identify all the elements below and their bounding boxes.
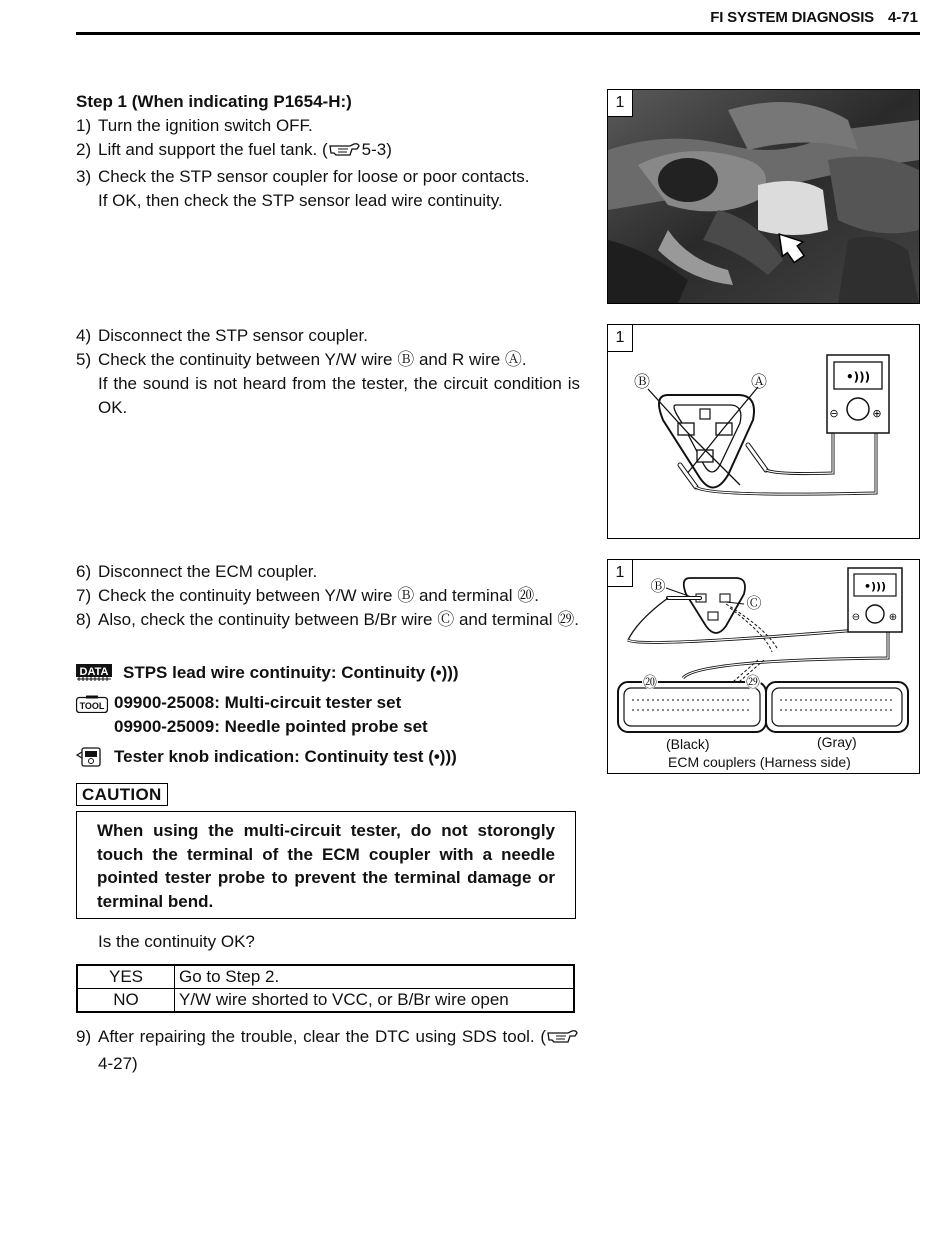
tester-spec (76, 745, 576, 771)
step-block-3 (76, 560, 580, 632)
svg-text:⊖: ⊖ (829, 407, 839, 420)
list-item: 3) Check the STP sensor coupler for loose or poor contacts. If OK, then check the STP sensor lead wire continuity. (76, 167, 530, 210)
list-item: 4) Disconnect the STP sensor coupler. (76, 326, 368, 345)
figure-photo (607, 89, 920, 304)
tool-line: 09900-25008: Multi-circuit tester set (114, 693, 402, 712)
svg-text:•))): •))) (863, 580, 887, 593)
figure-ecm-coupler (607, 559, 920, 774)
list-item: 6) Disconnect the ECM coupler. (76, 562, 318, 581)
list-item: 2) Lift and support the fuel tank. ( 5-3) (76, 138, 580, 165)
tester-spec-text: Tester knob indication: Continuity test (•))) (114, 747, 457, 766)
list-item: 5) Check the continuity between Y/W wire Ⓑ and R wire Ⓐ. If the sound is not heard from the tester, the circuit condition is OK. (76, 350, 580, 417)
svg-text:DATA: DATA (79, 666, 109, 678)
action-cell: Y/W wire shorted to VCC, or B/Br wire open (175, 989, 575, 1013)
page-header (76, 6, 920, 35)
data-spec-text: STPS lead wire continuity: Continuity (•))) (123, 663, 459, 682)
svg-text:Ⓑ: Ⓑ (650, 577, 666, 595)
action-cell: Go to Step 2. (175, 965, 575, 989)
engine-photo (608, 90, 919, 303)
black-coupler-label: (Black) (666, 736, 710, 752)
svg-text:⊖: ⊖ (851, 612, 861, 623)
step-block-1 (76, 90, 580, 213)
wire-label-a: Ⓐ (750, 372, 768, 391)
tool-icon (76, 695, 108, 713)
gray-coupler-label: (Gray) (817, 734, 857, 750)
data-icon (76, 664, 112, 682)
list-item: 1) Turn the ignition switch OFF. (76, 116, 313, 135)
figure-stp-coupler (607, 324, 920, 539)
step-block-2 (76, 324, 580, 420)
table-row (77, 989, 574, 1013)
svg-text:⊕: ⊕ (888, 612, 898, 623)
svg-text:⊕: ⊕ (872, 407, 882, 420)
terminal-20-label: ⑳ (643, 675, 657, 691)
terminal-29-label: ㉙ (746, 675, 760, 691)
meter-display: •))) (845, 370, 871, 384)
figure-number: 1 (608, 560, 633, 587)
page-reference: 4-27 (98, 1054, 133, 1073)
page-reference-icon (546, 1028, 580, 1052)
caution-label: CAUTION (76, 783, 168, 806)
stp-wiring-diagram (608, 325, 919, 538)
step-block-4 (76, 1025, 580, 1076)
svg-text:TOOL: TOOL (79, 701, 105, 711)
caution-text: When using the multi-circuit tester, do not storongly touch the terminal of the ECM coupler with a needle pointed tester probe to prevent the terminal damage or terminal bend. (97, 821, 555, 911)
figure-caption: ECM couplers (Harness side) (668, 754, 851, 770)
list-item: 9) After repairing the trouble, clear the DTC using SDS tool. (4-27) (76, 1025, 580, 1076)
caution-box (76, 811, 576, 919)
decision-table (76, 964, 575, 1013)
answer-cell: YES (77, 965, 175, 989)
tool-line: 09900-25009: Needle pointed probe set (114, 717, 428, 736)
step-title: Step 1 (When indicating P1654-H:) (76, 92, 352, 111)
ecm-wiring-diagram (608, 560, 919, 773)
figure-number: 1 (608, 325, 633, 352)
data-spec (76, 661, 576, 687)
table-row (77, 965, 574, 989)
page-number: 4-71 (887, 9, 918, 26)
tool-spec (76, 691, 576, 741)
list-item: 8) Also, check the continuity between B/Br wire Ⓒ and terminal ㉙. (76, 610, 579, 629)
figure-number: 1 (608, 90, 633, 117)
section-title: FI SYSTEM DIAGNOSIS (710, 9, 874, 26)
svg-text:Ⓒ: Ⓒ (746, 594, 762, 612)
wire-label-b: Ⓑ (633, 372, 651, 391)
page-reference: 5-3 (361, 140, 387, 159)
tester-knob-icon (76, 747, 104, 767)
question-text: Is the continuity OK? (98, 932, 255, 951)
list-item: 7) Check the continuity between Y/W wire Ⓑ and terminal ⑳. (76, 586, 539, 605)
page-reference-icon (328, 141, 362, 165)
answer-cell: NO (77, 989, 175, 1013)
